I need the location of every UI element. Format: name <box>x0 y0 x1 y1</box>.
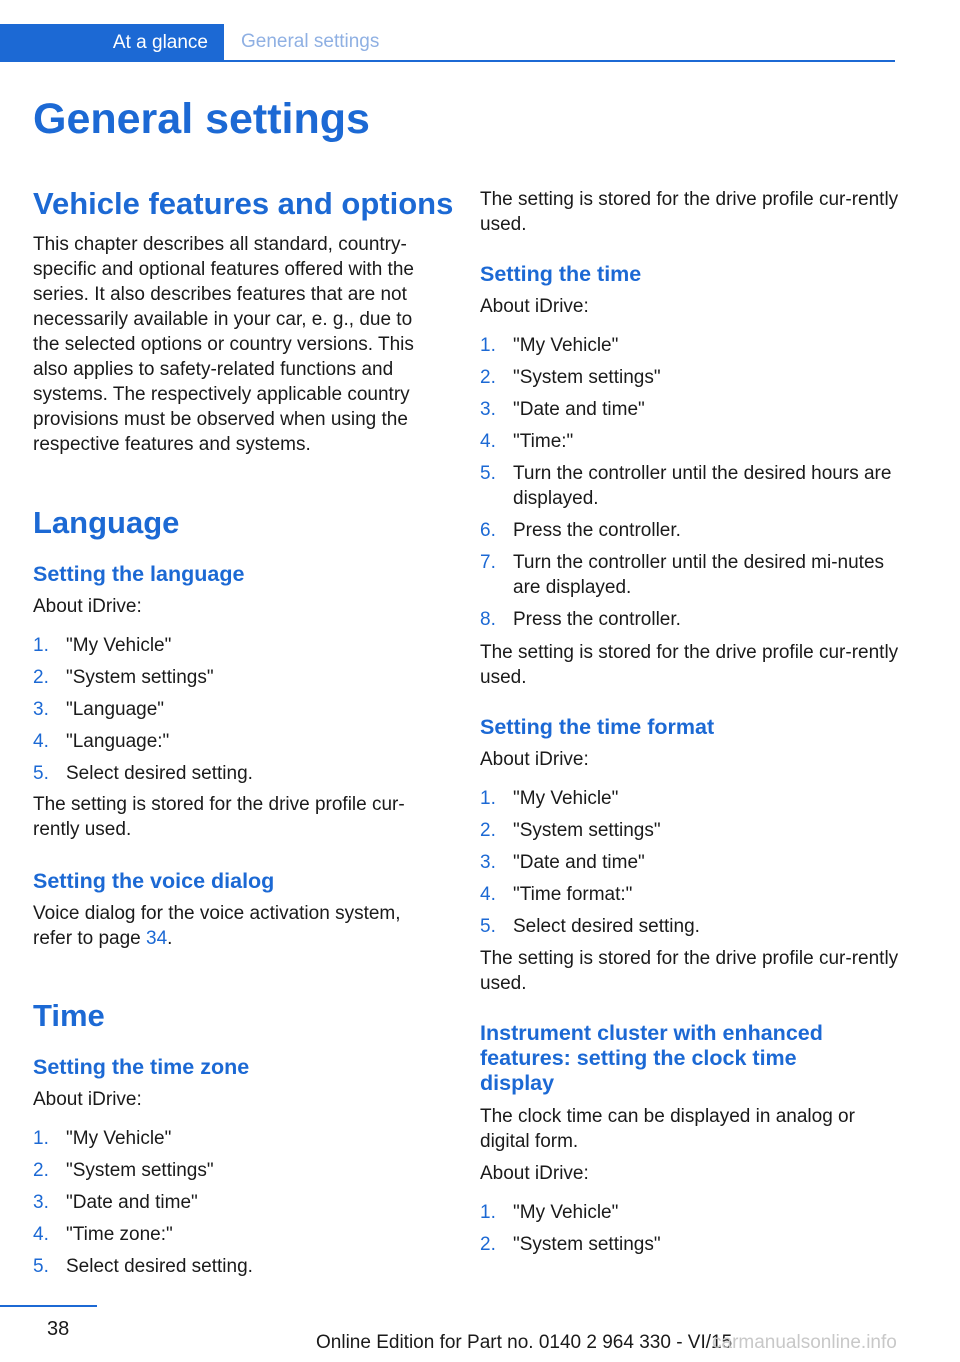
voice-dialog-text-body: Voice dialog for the voice activation system, refer to page <box>33 903 401 949</box>
step-text: Select desired setting. <box>66 1256 253 1277</box>
list-item <box>33 1158 443 1183</box>
language-steps-list <box>33 633 443 793</box>
step-text: Select desired setting. <box>66 763 253 784</box>
about-idrive-label: About iDrive: <box>480 1163 589 1184</box>
step-text: Turn the controller until the desired mi-nutes are displayed. <box>513 552 885 598</box>
about-idrive-label: About iDrive: <box>33 596 142 617</box>
edition-footer: Online Edition for Part no. 0140 2 964 330 - VI/15 <box>316 1332 733 1353</box>
step-number: 8. <box>480 609 496 630</box>
list-item <box>480 397 900 422</box>
list-item <box>480 786 900 811</box>
vehicle-features-text: This chapter describes all standard, country-specific and optional features offered with the series. It also describes features that are not necessarily available in your car, e. g., due to the selected options or country versions. This also applies to safety-related functions and systems. The respectively applicable country provisions must be observed when using the respective features and systems. <box>33 234 414 455</box>
step-text: "Time format:" <box>513 884 633 905</box>
step-text: Turn the controller until the desired hours are displayed. <box>513 463 892 509</box>
list-item <box>480 850 900 875</box>
step-number: 3. <box>33 699 49 720</box>
step-text: "System settings" <box>513 820 661 841</box>
time-format-heading: Setting the time format <box>480 715 715 739</box>
step-number: 5. <box>480 916 496 937</box>
step-number: 3. <box>480 399 496 420</box>
page-reference-link[interactable]: 34 <box>146 928 168 949</box>
step-text: "Date and time" <box>513 852 645 873</box>
list-item <box>480 429 900 454</box>
page-title: General settings <box>33 95 370 143</box>
step-text: "Language:" <box>66 731 170 752</box>
list-item <box>480 818 900 843</box>
step-number: 7. <box>480 552 496 573</box>
step-number: 5. <box>33 763 49 784</box>
watermark: carmanualsonline.info <box>712 1332 897 1353</box>
list-item <box>33 1254 443 1279</box>
list-item <box>480 882 900 907</box>
step-number: 1. <box>33 1128 49 1149</box>
time-heading: Time <box>33 998 105 1033</box>
step-text: Press the controller. <box>513 609 681 630</box>
stored-setting-note: The setting is stored for the drive profile cur-rently used. <box>480 189 899 235</box>
step-number: 1. <box>33 635 49 656</box>
step-text: Select desired setting. <box>513 916 700 937</box>
stored-setting-note: The setting is stored for the drive profile cur-rently used. <box>480 642 899 688</box>
list-item <box>33 729 443 754</box>
stored-setting-note: The setting is stored for the drive profile cur-rently used. <box>480 948 899 994</box>
step-number: 6. <box>480 520 496 541</box>
footer-divider <box>0 1305 97 1307</box>
step-number: 2. <box>33 667 49 688</box>
list-item <box>480 914 900 939</box>
list-item <box>33 761 443 786</box>
stored-setting-note: The setting is stored for the drive profile cur-rently used. <box>33 794 405 840</box>
step-number: 2. <box>480 367 496 388</box>
list-item <box>33 665 443 690</box>
step-number: 3. <box>480 852 496 873</box>
header-tab-bar <box>0 24 895 62</box>
list-item <box>33 1126 443 1151</box>
step-text: "My Vehicle" <box>513 335 619 356</box>
step-text: "System settings" <box>513 367 661 388</box>
step-text: "System settings" <box>66 667 214 688</box>
step-text: "Time zone:" <box>66 1224 173 1245</box>
header-divider <box>0 60 895 62</box>
setting-time-heading: Setting the time <box>480 262 642 286</box>
step-text: "Time:" <box>513 431 574 452</box>
step-number: 5. <box>480 463 496 484</box>
language-heading: Language <box>33 505 180 540</box>
list-item <box>480 365 900 390</box>
voice-dialog-text-end: . <box>167 928 173 949</box>
list-item <box>480 1232 900 1257</box>
step-number: 4. <box>33 1224 49 1245</box>
step-text: "My Vehicle" <box>513 788 619 809</box>
list-item <box>33 1190 443 1215</box>
list-item <box>33 697 443 722</box>
step-number: 1. <box>480 335 496 356</box>
step-number: 2. <box>480 1234 496 1255</box>
step-text: "Date and time" <box>513 399 645 420</box>
page-number: 38 <box>47 1318 70 1340</box>
cluster-steps-list <box>480 1200 900 1264</box>
about-idrive-label: About iDrive: <box>480 749 589 770</box>
time-zone-steps-list <box>33 1126 443 1286</box>
about-idrive-label: About iDrive: <box>480 296 589 317</box>
step-text: Press the controller. <box>513 520 681 541</box>
vehicle-features-heading: Vehicle features and options <box>33 186 454 221</box>
step-number: 1. <box>480 788 496 809</box>
list-item <box>33 1222 443 1247</box>
step-text: "Date and time" <box>66 1192 198 1213</box>
step-text: "Language" <box>66 699 165 720</box>
instrument-cluster-heading: Instrument cluster with enhanced features: setting the clock time display <box>480 1021 823 1095</box>
about-idrive-label: About iDrive: <box>33 1089 142 1110</box>
step-number: 4. <box>480 884 496 905</box>
list-item <box>33 633 443 658</box>
step-text: "My Vehicle" <box>513 1202 619 1223</box>
step-number: 2. <box>33 1160 49 1181</box>
list-item <box>480 518 900 543</box>
step-number: 1. <box>480 1202 496 1223</box>
step-text: "System settings" <box>66 1160 214 1181</box>
step-number: 5. <box>33 1256 49 1277</box>
clock-display-text: The clock time can be displayed in analog or digital form. <box>480 1106 855 1152</box>
time-format-steps-list <box>480 786 900 946</box>
step-text: "My Vehicle" <box>66 635 172 656</box>
step-text: "My Vehicle" <box>66 1128 172 1149</box>
setting-language-heading: Setting the language <box>33 562 245 586</box>
step-text: "System settings" <box>513 1234 661 1255</box>
step-number: 3. <box>33 1192 49 1213</box>
list-item <box>480 1200 900 1225</box>
list-item <box>480 461 900 511</box>
list-item <box>480 607 900 632</box>
time-steps-list <box>480 333 900 639</box>
step-number: 4. <box>33 731 49 752</box>
list-item <box>480 333 900 358</box>
step-number: 4. <box>480 431 496 452</box>
list-item <box>480 550 900 600</box>
voice-dialog-text <box>33 901 443 951</box>
step-number: 2. <box>480 820 496 841</box>
voice-dialog-heading: Setting the voice dialog <box>33 869 275 893</box>
tab-general-settings[interactable]: General settings <box>241 31 380 52</box>
tab-at-a-glance[interactable]: At a glance <box>0 24 224 62</box>
time-zone-heading: Setting the time zone <box>33 1055 250 1079</box>
